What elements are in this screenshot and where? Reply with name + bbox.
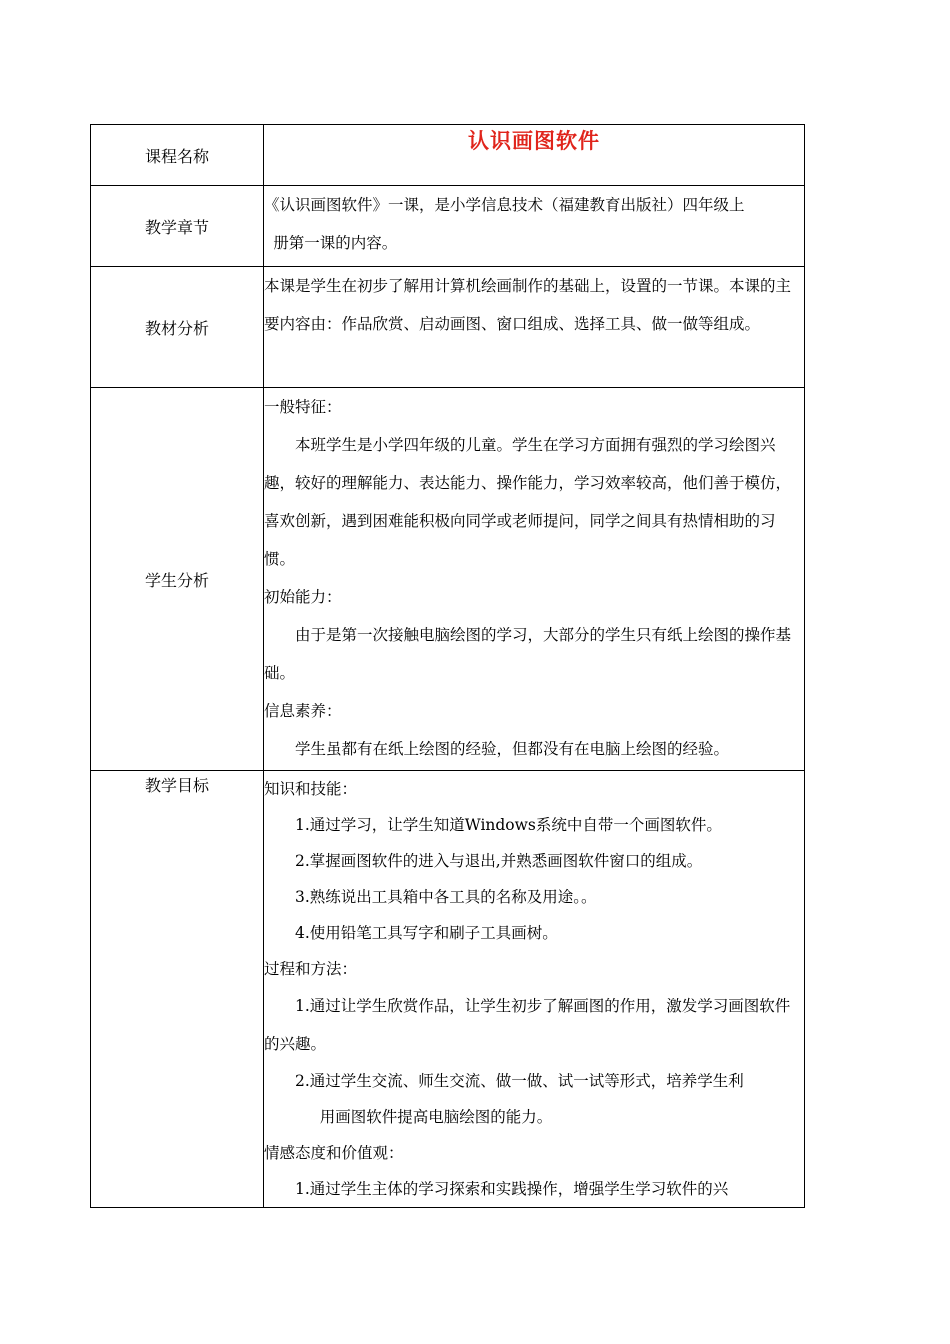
chapter-line-1: 《认识画图软件》一课，是小学信息技术（福建教育出版社）四年级上 — [264, 196, 745, 214]
material-content — [264, 267, 805, 388]
goals-heading-knowledge: 知识和技能： — [264, 780, 358, 798]
goal-process-2a: 2.通过学生交流、师生交流、做一做、试一试等形式，培养学生利 — [295, 1072, 744, 1090]
goal-knowledge-3: 3.熟练说出工具箱中各工具的名称及用途。。 — [295, 888, 597, 906]
row-student — [91, 388, 805, 771]
student-initial-text: 由于是第一次接触电脑绘图的学习，大部分的学生只有纸上绘图的操作基础。 — [264, 626, 792, 682]
goals-heading-attitude: 情感态度和价值观： — [264, 1144, 404, 1162]
material-label: 教材分析 — [91, 267, 264, 388]
chapter-content — [264, 186, 805, 267]
goals-content — [264, 771, 805, 1208]
goal-attitude-1: 1.通过学生主体的学习探索和实践操作，增强学生学习软件的兴 — [295, 1180, 729, 1198]
goals-heading-process: 过程和方法： — [264, 960, 358, 978]
student-general-text: 本班学生是小学四年级的儿童。学生在学习方面拥有强烈的学习绘图兴趣，较好的理解能力、表达能力、操作能力，学习效率较高，他们善于模仿，喜欢创新，遇到困难能积极向同学或老师提问，同学之间具有热情相助的习惯。 — [264, 436, 792, 568]
lesson-plan-table — [90, 124, 805, 1208]
row-material — [91, 267, 805, 388]
student-literacy-text: 学生虽都有在纸上绘图的经验，但都没有在电脑上绘图的经验。 — [295, 740, 730, 758]
course-name-label: 课程名称 — [91, 125, 264, 186]
chapter-line-2: 册第一课的内容。 — [273, 234, 398, 252]
course-title-cell — [264, 125, 805, 186]
goal-knowledge-1: 1.通过学习，让学生知道Windows系统中自带一个画图软件。 — [295, 816, 722, 834]
course-title: 认识画图软件 — [468, 128, 600, 153]
row-course-name — [91, 125, 805, 186]
chapter-label: 教学章节 — [91, 186, 264, 267]
student-heading-literacy: 信息素养： — [264, 702, 342, 720]
student-label: 学生分析 — [91, 388, 264, 771]
row-chapter — [91, 186, 805, 267]
student-heading-initial: 初始能力： — [264, 588, 342, 606]
material-text: 本课是学生在初步了解用计算机绘画制作的基础上，设置的一节课。本课的主要内容由：作品欣赏、启动画图、窗口组成、选择工具、做一做等组成。 — [264, 277, 792, 333]
goals-label: 教学目标 — [91, 771, 264, 1208]
student-heading-general: 一般特征： — [264, 398, 342, 416]
goal-process-2b: 用画图软件提高电脑绘图的能力。 — [319, 1108, 553, 1126]
goal-knowledge-4: 4.使用铅笔工具写字和刷子工具画树。 — [295, 924, 558, 942]
goal-process-1: 1.通过让学生欣赏作品，让学生初步了解画图的作用，激发学习画图软件的兴趣。 — [264, 997, 791, 1053]
student-content — [264, 388, 805, 771]
row-goals — [91, 771, 805, 1208]
goal-knowledge-2: 2.掌握画图软件的进入与退出,并熟悉画图软件窗口的组成。 — [295, 852, 703, 870]
